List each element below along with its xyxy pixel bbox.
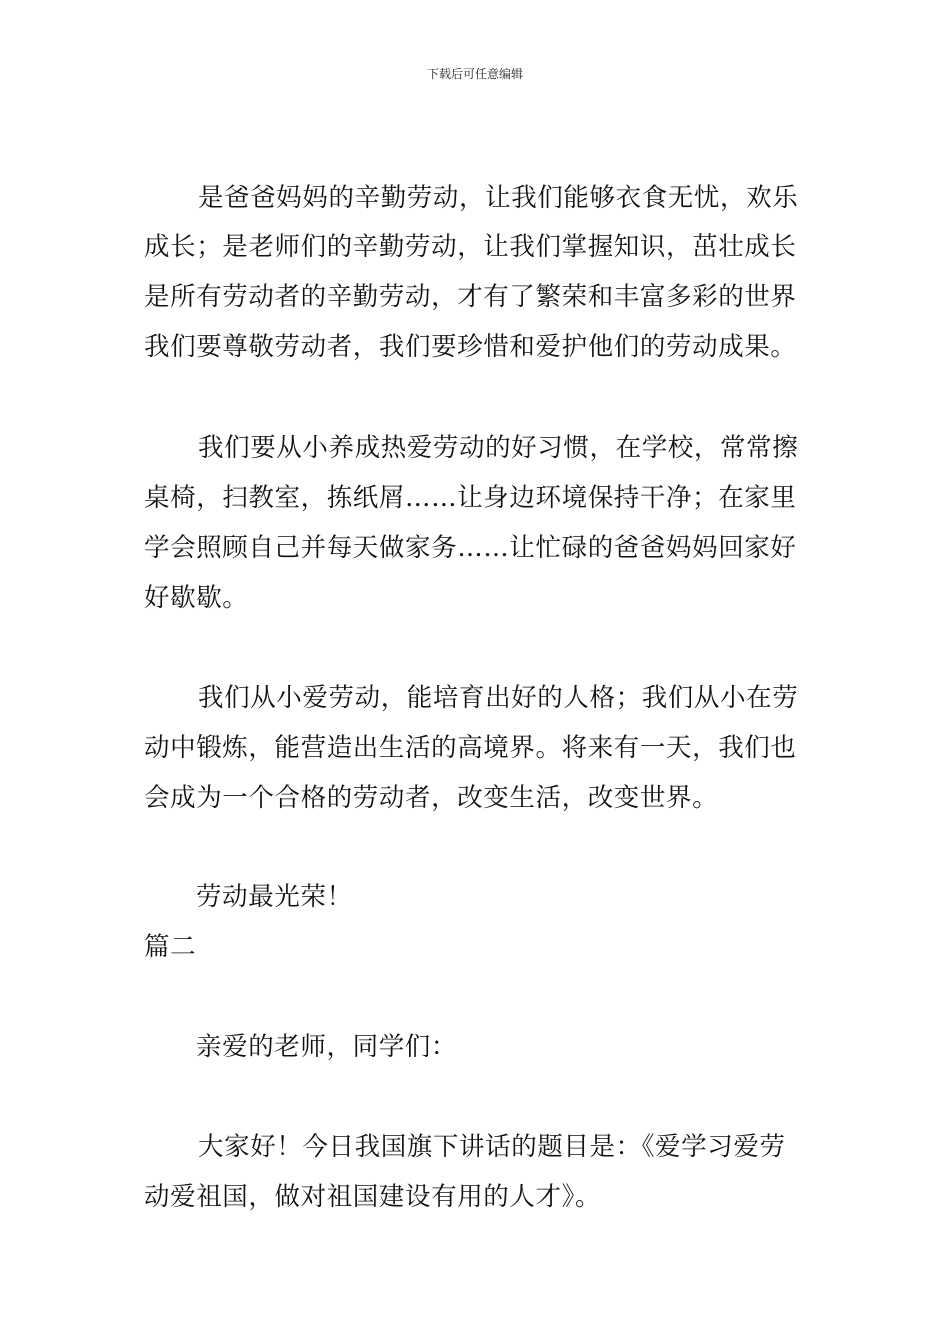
page-header-note: 下载后可任意编辑	[426, 67, 523, 81]
paragraph-2-line-2: 桌椅，扫教室，拣纸屑……让身边环境保持干净；在家里	[144, 483, 797, 513]
paragraph-1-line-4: 我们要尊敬劳动者，我们要珍惜和爱护他们的劳动成果。	[144, 332, 797, 362]
paragraph-3-line-2: 动中锻炼，能营造出生活的高境界。将来有一天，我们也	[144, 733, 797, 763]
paragraph-5-line-2: 动爱祖国，做对祖国建设有用的人才》。	[144, 1182, 602, 1212]
paragraph-2-line-4: 好歇歇。	[144, 583, 249, 613]
paragraph-1-line-1: 是爸爸妈妈的辛勤劳动，让我们能够衣食无忧，欢乐	[198, 183, 799, 213]
paragraph-2-line-1: 我们要从小养成热爱劳动的好习惯，在学校，常常擦	[198, 433, 799, 463]
paragraph-4: 劳动最光荣！	[196, 882, 353, 912]
paragraph-1-line-2: 成长；是老师们的辛勤劳动，让我们掌握知识，茁壮成长	[144, 232, 797, 262]
section-title: 篇二	[144, 932, 197, 962]
paragraph-3-line-1: 我们从小爱劳动，能培育出好的人格；我们从小在劳	[198, 683, 799, 713]
paragraph-3-line-3: 会成为一个合格的劳动者，改变生活，改变世界。	[144, 783, 719, 813]
paragraph-2-line-3: 学会照顾自己并每天做家务……让忙碌的爸爸妈妈回家好	[144, 533, 797, 563]
paragraph-1-line-3: 是所有劳动者的辛勤劳动，才有了繁荣和丰富多彩的世界	[144, 282, 797, 312]
greeting-line: 亲爱的老师，同学们：	[196, 1032, 458, 1062]
paragraph-5-line-1: 大家好！今日我国旗下讲话的题目是：《爱学习爱劳	[198, 1132, 786, 1162]
